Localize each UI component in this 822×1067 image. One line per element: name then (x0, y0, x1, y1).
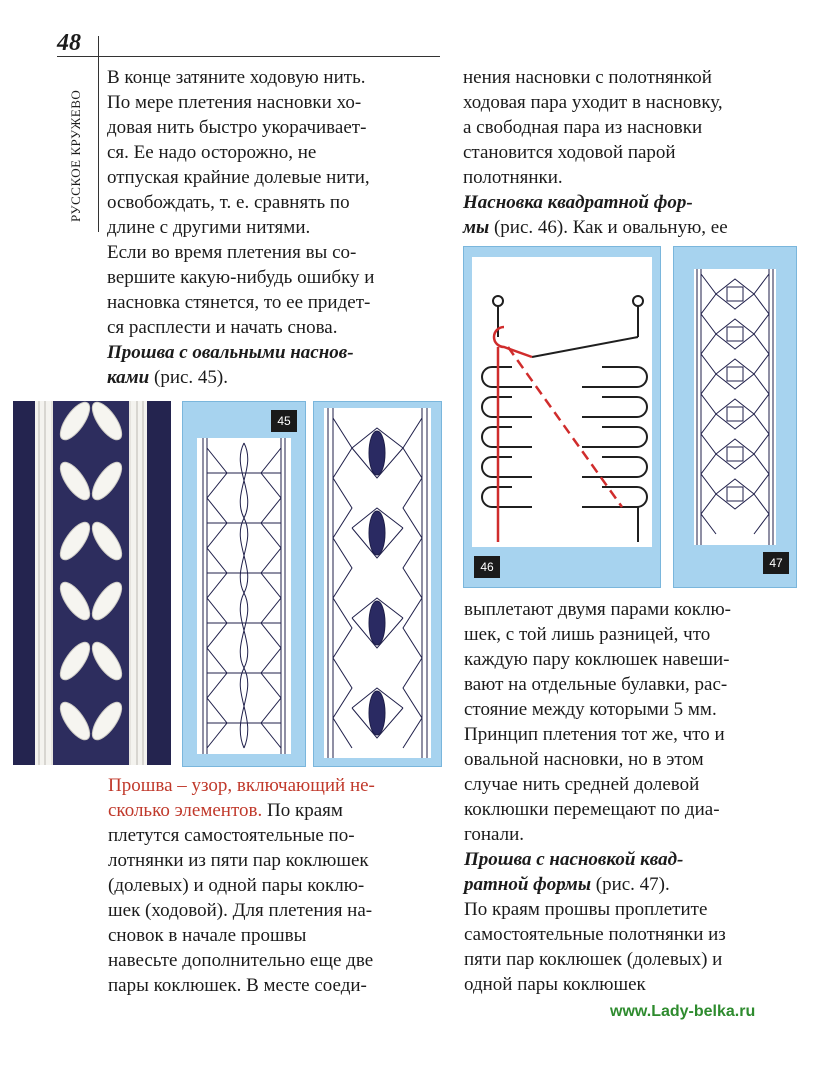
definition-red-line-2: сколько элементов. (108, 800, 263, 821)
figure-47-label: 47 (763, 552, 789, 574)
text-line: лотнянки из пяти пар коклюшек (108, 850, 369, 871)
text-line: длине с другими нитями. (107, 217, 311, 238)
text-line: вершите какую-нибудь ошибку и (107, 267, 375, 288)
text-line: стояние между которыми 5 мм. (464, 699, 717, 720)
figure-ref-45: (рис. 45). (149, 367, 229, 388)
text-line: По мере плетения насновки хо- (107, 92, 362, 113)
text-line: насновка стянется, то ее придет- (107, 292, 371, 313)
sidebar-rule (98, 36, 99, 232)
text-line: ходовая пара уходит в насновку, (463, 92, 723, 113)
text-line: коклюшки перемещают по диа- (464, 799, 720, 820)
text-line: ся. Ее надо осторожно, не (107, 142, 317, 163)
figure-47-diagram (694, 269, 776, 545)
text-line: овальной насновки, но в этом (464, 749, 704, 770)
text-line: навесьте дополнительно еще две (108, 950, 374, 971)
text-line: пары коклюшек. В месте соеди- (108, 975, 367, 996)
header-rule (57, 56, 440, 57)
figure-45-panel-left (182, 401, 306, 767)
footer-url[interactable]: www.Lady-belka.ru (610, 1003, 756, 1020)
figure-46-diagram (472, 257, 652, 547)
heading-46-bold: Насновка квадратной фор- (463, 192, 693, 213)
text-line: плетутся самостоятельные по- (108, 825, 355, 846)
text-line: самостоятельные полотнянки из (464, 924, 726, 945)
figure-45-label: 45 (271, 410, 297, 432)
text-line: (долевых) и одной пары коклю- (108, 875, 365, 896)
text-line: становится ходовой парой (463, 142, 676, 163)
heading-45-bold: Прошва с овальными наснов- (107, 342, 354, 363)
figure-ref-46: (рис. 46). Как и овальную, ее (489, 217, 728, 238)
text-line: гонали. (464, 824, 524, 845)
text-line: нения насновки с полотнянкой (463, 67, 712, 88)
heading-47-bold-2: ратной формы (464, 874, 591, 895)
figure-46-panel (463, 246, 661, 588)
text-line: пяти пар коклюшек (долевых) и (464, 949, 723, 970)
text-line: отпуская крайние долевые нити, (107, 167, 370, 188)
figure-46-label: 46 (474, 556, 500, 578)
text-line: вают на отдельные булавки, рас- (464, 674, 728, 695)
bottom-right-text (464, 597, 814, 997)
text-line: В конце затяните ходовую нить. (107, 67, 366, 88)
page-number: 48 (57, 30, 81, 56)
lace-photo (13, 401, 171, 765)
figure-ref-47: (рис. 47). (591, 874, 670, 895)
text-line: Если во время плетения вы со- (107, 242, 357, 263)
text-line: шек, с той лишь разницей, что (464, 624, 711, 645)
text-line: довая нить быстро укорачивает- (107, 117, 367, 138)
heading-45-bold-2: ками (107, 367, 150, 388)
heading-47 (464, 847, 814, 872)
text-line: одной пары коклюшек (464, 974, 646, 995)
heading-47-bold: Прошва с насновкой квад- (464, 849, 684, 870)
heading-45 (107, 340, 447, 365)
text-line: случае нить средней долевой (464, 774, 700, 795)
text-line: освобождать, т. е. сравнять по (107, 192, 350, 213)
text-line: а свободная пара из насновки (463, 117, 703, 138)
text-line: ся расплести и начать снова. (107, 317, 338, 338)
text-line: каждую пару коклюшек навеши- (464, 649, 730, 670)
right-column-text (463, 65, 813, 240)
heading-46-bold-2: мы (463, 217, 490, 238)
text-line: выплетают двумя парами коклю- (464, 599, 732, 620)
text-line: сновок в начале прошвы (108, 925, 307, 946)
definition-red-line: Прошва – узор, включающий не- (108, 775, 375, 796)
figure-45-diagram-ovals (324, 408, 431, 758)
running-head: РУССКОЕ КРУЖЕВО (68, 89, 83, 222)
text-line: Принцип плетения тот же, что и (464, 724, 725, 745)
left-column-text (107, 65, 447, 390)
text-line: полотнянки. (463, 167, 563, 188)
figure-45-panel-right (313, 401, 442, 767)
text-line: шек (ходовой). Для плетения на- (108, 900, 373, 921)
heading-46 (463, 190, 813, 215)
figure-47-panel (673, 246, 797, 588)
text-segment: По краям (262, 800, 343, 821)
text-line: По краям прошвы проплетите (464, 899, 708, 920)
figure-45-diagram (197, 438, 291, 754)
bottom-left-text (108, 773, 448, 998)
